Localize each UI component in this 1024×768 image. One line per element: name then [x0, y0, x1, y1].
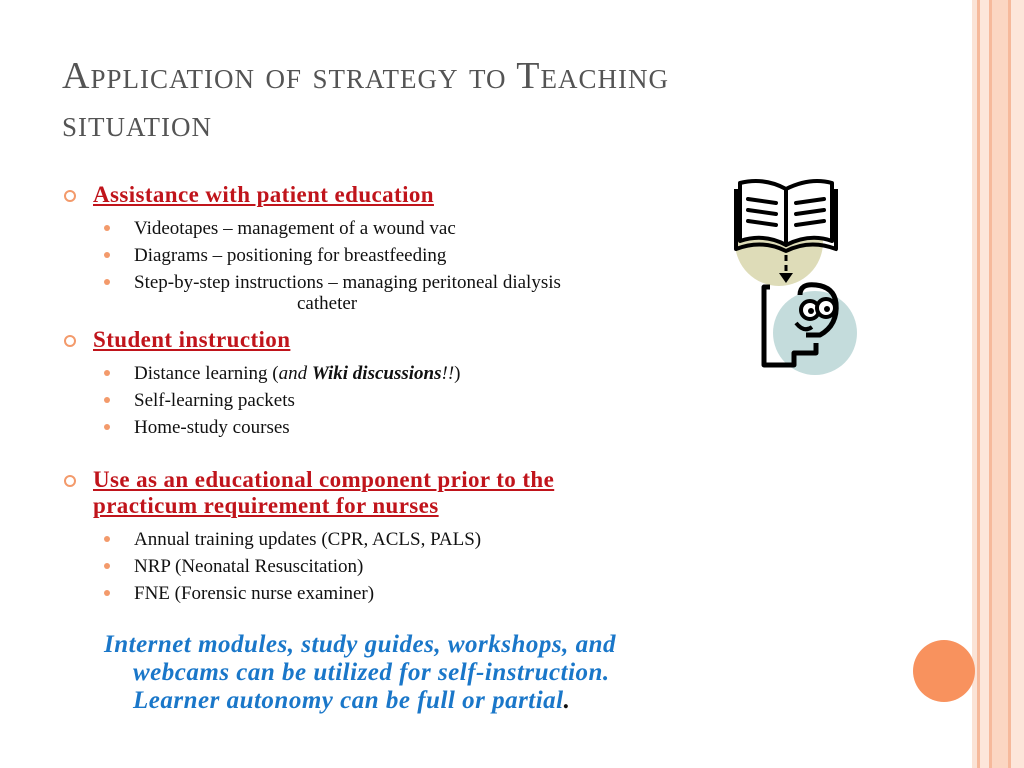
dot-bullet-icon	[104, 279, 110, 285]
dot-bullet-icon	[104, 370, 110, 376]
ring-bullet-icon	[64, 190, 76, 202]
list-item: Diagrams – positioning for breastfeeding	[62, 242, 762, 269]
dot-bullet-icon	[104, 225, 110, 231]
list-item: Home-study courses	[62, 414, 762, 441]
slide-title-line1: Application of strategy to Teaching	[62, 55, 669, 97]
slide-content	[62, 182, 762, 607]
clipart-illustration	[730, 175, 865, 390]
list-item: Distance learning (and Wiki discussions!!)	[62, 360, 762, 387]
ring-bullet-icon	[64, 475, 76, 487]
section-heading-educational-component: Use as an educational component prior to the practicum requirement for nurses	[62, 467, 762, 519]
list-item: Step-by-step instructions – managing peritoneal dialysis	[62, 269, 762, 296]
book-and-student-illustration	[730, 175, 865, 390]
dot-bullet-icon	[104, 563, 110, 569]
ring-bullet-icon	[64, 335, 76, 347]
dot-bullet-icon	[104, 424, 110, 430]
dot-bullet-icon	[104, 252, 110, 258]
slide-title	[62, 52, 902, 148]
slide-title-line2: situation	[62, 103, 212, 145]
section-heading-patient-education: Assistance with patient education	[62, 182, 762, 208]
dot-bullet-icon	[104, 590, 110, 596]
decorative-stripes	[972, 0, 1024, 768]
list-item: Annual training updates (CPR, ACLS, PALS)	[62, 526, 762, 553]
dot-bullet-icon	[104, 397, 110, 403]
list-item: Self-learning packets	[62, 387, 762, 414]
list-item: NRP (Neonatal Resuscitation)	[62, 553, 762, 580]
dot-bullet-icon	[104, 536, 110, 542]
list-item: FNE (Forensic nurse examiner)	[62, 580, 762, 607]
list-item-continuation: catheter	[297, 293, 358, 314]
summary-note: Internet modules, study guides, workshops, and webcams can be utilized for self-instruction. Learner autonomy can be full or partial.	[104, 631, 616, 714]
decorative-orange-circle	[913, 640, 975, 702]
section-heading-student-instruction: Student instruction	[62, 327, 762, 353]
list-item: Videotapes – management of a wound vac	[62, 215, 762, 242]
